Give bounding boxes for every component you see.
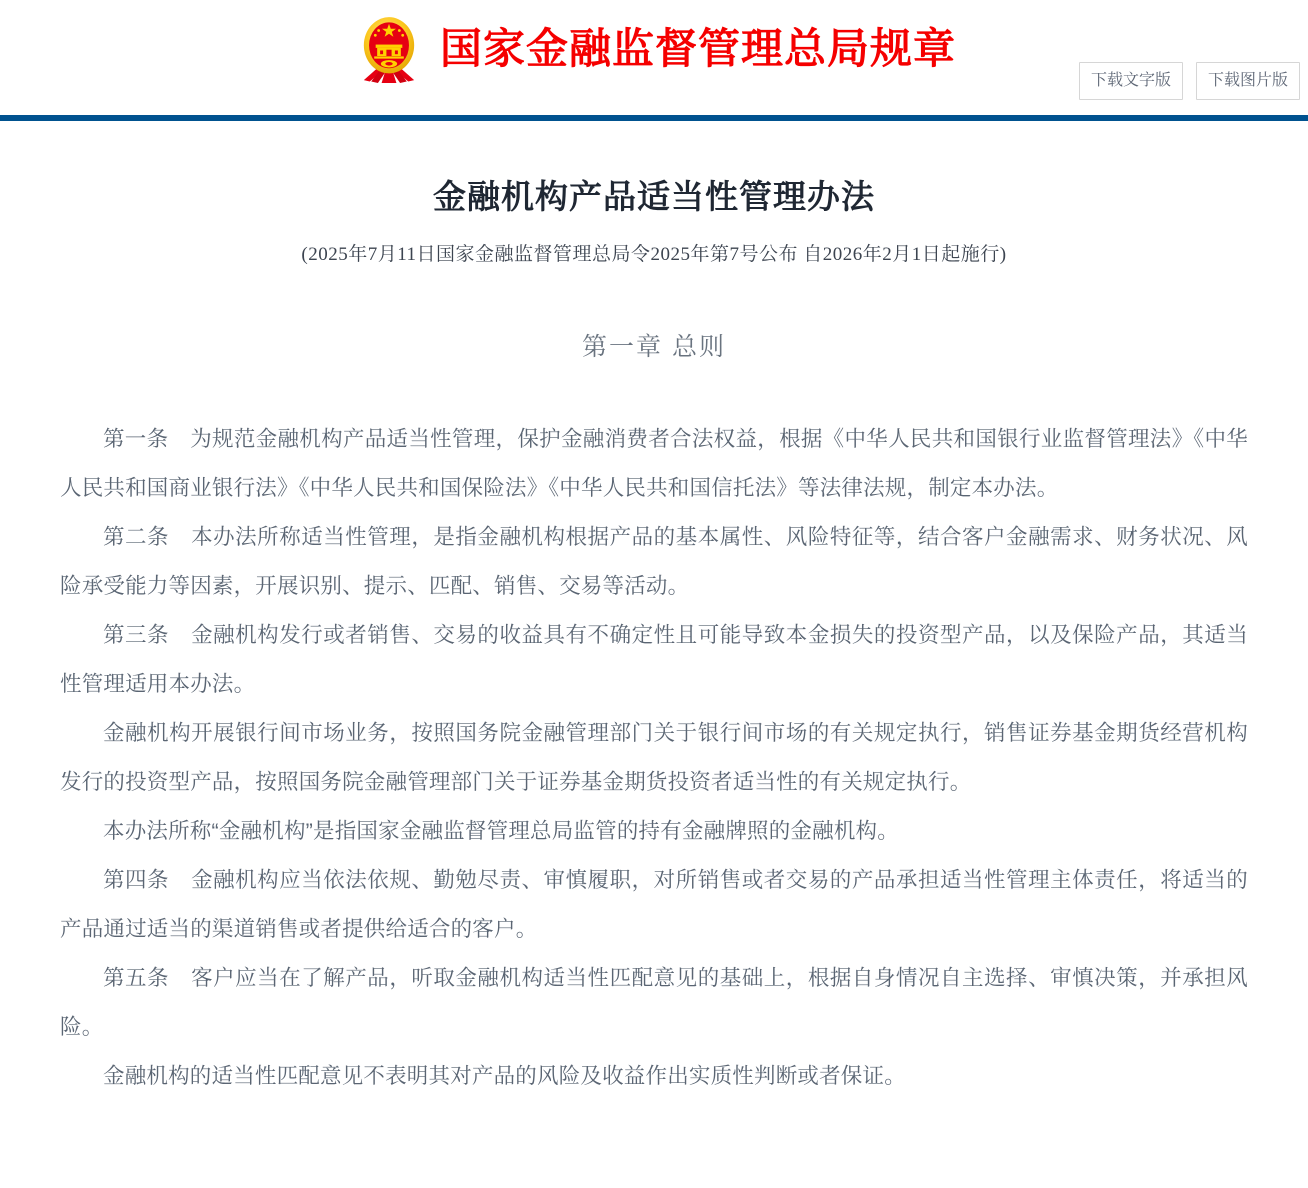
article-paragraph: 第二条 本办法所称适当性管理，是指金融机构根据产品的基本属性、风险特征等，结合客户金融需求、财务状况、风险承受能力等因素，开展识别、提示、匹配、销售、交易等活动。 (60, 525, 1248, 599)
header-divider (0, 115, 1308, 121)
document-content (0, 175, 1308, 1141)
article-paragraph: 金融机构开展银行间市场业务，按照国务院金融管理部门关于银行间市场的有关规定执行，销售证券基金期货经营机构发行的投资型产品，按照国务院金融管理部门关于证券基金期货投资者适当性的有关规定执行。 (60, 721, 1248, 795)
national-emblem-icon (352, 12, 426, 86)
download-button-group (1079, 62, 1300, 100)
article-paragraph: 第四条 金融机构应当依法依规、勤勉尽责、审慎履职，对所销售或者交易的产品承担适当性管理主体责任，将适当的产品通过适当的渠道销售或者提供给适合的客户。 (60, 868, 1248, 942)
chapter-heading: 第一章 总则 (582, 333, 726, 362)
article-paragraph: 第三条 金融机构发行或者销售、交易的收益具有不确定性且可能导致本金损失的投资型产品，以及保险产品，其适当性管理适用本办法。 (60, 623, 1248, 697)
download-text-button[interactable]: 下载文字版 (1079, 62, 1183, 100)
article-list (60, 415, 1248, 1141)
article-paragraph: 第五条 客户应当在了解产品，听取金融机构适当性匹配意见的基础上，根据自身情况自主选择、审慎决策，并承担风险。 (60, 966, 1248, 1040)
article-paragraph: 金融机构的适当性匹配意见不表明其对产品的风险及收益作出实质性判断或者保证。 (103, 1064, 906, 1089)
article-paragraph: 本办法所称“金融机构”是指国家金融监督管理总局监管的持有金融牌照的金融机构。 (103, 819, 899, 844)
brand-title: 国家金融监督管理总局规章 (439, 25, 956, 72)
article-paragraph: 第一条 为规范金融机构产品适当性管理，保护金融消费者合法权益，根据《中华人民共和国银行业监督管理法》《中华人民共和国商业银行法》《中华人民共和国保险法》《中华人民共和国信托法》等法律法规，制定本办法。 (60, 427, 1248, 501)
document-subtitle: (2025年7月11日国家金融监督管理总局令2025年第7号公布 自2026年2月1日起施行) (301, 243, 1007, 265)
site-header (0, 0, 1308, 115)
download-image-button[interactable]: 下载图片版 (1196, 62, 1300, 100)
document-title: 金融机构产品适当性管理办法 (433, 178, 875, 215)
